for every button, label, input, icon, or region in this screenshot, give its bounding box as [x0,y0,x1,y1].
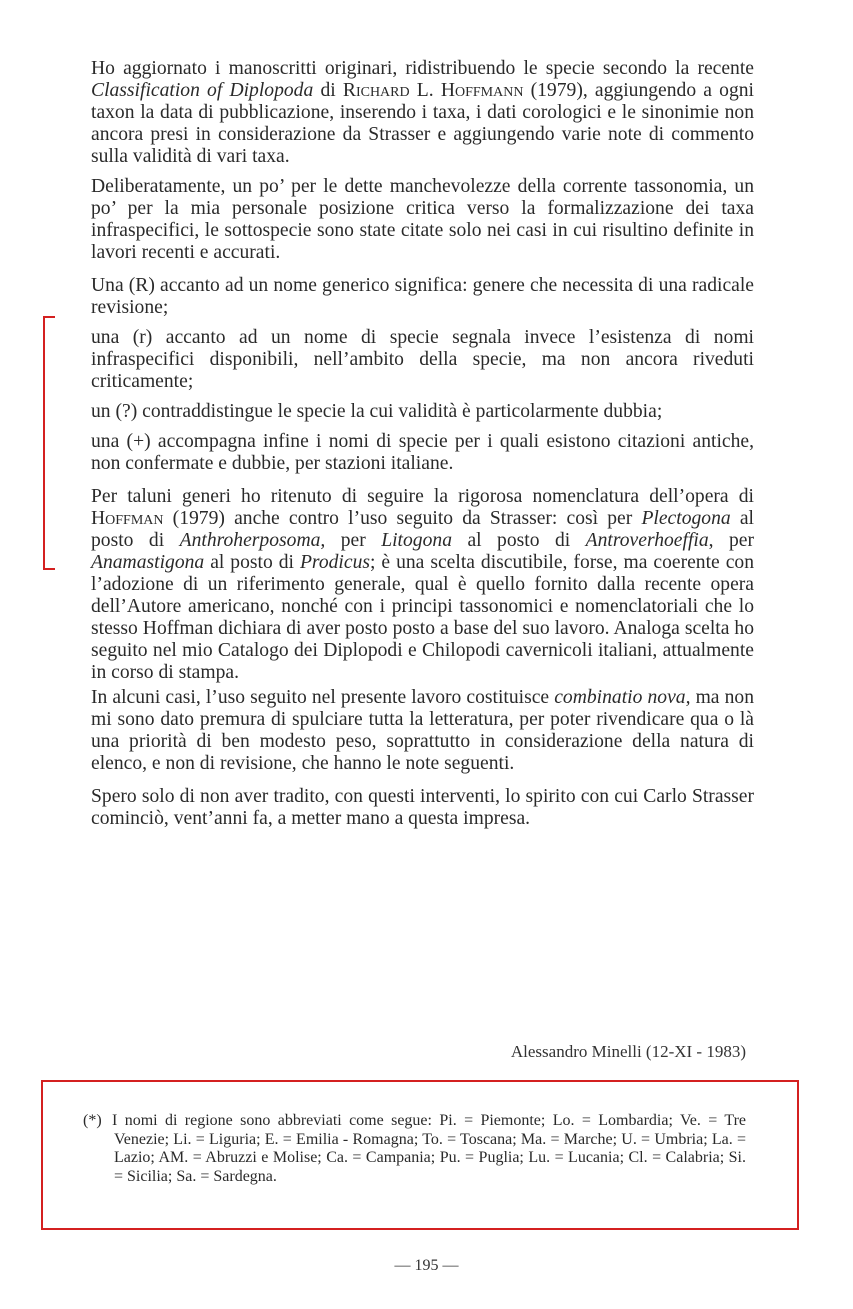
genus-name: Anamastigona [91,552,205,573]
text-run: per [325,530,382,551]
text-run: di [313,80,343,101]
text-run: al posto di [204,552,300,573]
paragraph-8 [91,687,754,775]
genus-name: Prodicus [299,552,370,573]
text-run: (1979), aggiungendo a ogni taxon la data di pubblicazione, inserendo i taxa, i dati corologici e le sinonimie non ancora presi in considerazione da Strasser e aggiungendo varie note di commento sulla validità di vari taxa. [91,80,754,167]
signature: Alessandro Minelli (12-XI - 1983) [510,1042,746,1061]
paragraph-6: una (+) accompagna infine i nomi di specie per i quali esistono citazioni antiche, non confermate e dubbie, per stazioni italiane. [91,431,754,474]
italic-title: Classification of Diplopoda [91,80,314,101]
author-name: Richard L. Hoffmann [342,80,524,101]
paragraph-5: un (?) contraddistingue le specie la cui validità è particolarmente dubbia; [91,401,663,422]
author-name: Hoffman [91,508,164,529]
text-run: (1979) anche contro l’uso seguito da Strasser: così per [163,508,642,529]
genus-name: Plectogona [641,508,731,529]
text-run: Per taluni generi ho ritenuto di seguire la rigorosa nomenclatura dell’opera di [91,486,754,507]
text-run: al posto di [91,508,754,551]
paragraph-3: Una (R) accanto ad un nome generico significa: genere che necessita di una radicale revisione; [91,275,754,318]
paragraph-4: una (r) accanto ad un nome di specie segnala invece l’esistenza di nomi infraspecifici disponibili, nell’ambito della specie, ma non ancora riveduti criticamente; [91,327,754,392]
text-run: al posto di [452,530,586,551]
paragraph-7 [91,486,754,684]
genus-name: Litogona [381,530,452,551]
text-run: ; è una scelta discutibile, forse, ma coerente con l’adozione di un riferimento generale, qual è quello fornito dalla recente opera dell’Autore americano, nonché con i principi tassonomici e nomenclatoriali che lo stesso Hoffman dichiara di aver posto posto a base del suo lavoro. Analoga scelta ho seguito nel mio Catalogo dei Diplopodi e Chilopodi cavernicoli italiani, attualmente in corso di stampa. [91,552,755,683]
footnote [83,1112,746,1186]
paragraph-2: Deliberatamente, un po’ per le dette manchevolezze della corrente tassonomia, un po’ per la mia personale posizione critica verso la formalizzazione dei taxa infraspecifici, le sottospecie sono state citate solo nei casi in cui risultino definite in lavori recenti e accurati. [91,176,754,263]
text-run: In alcuni casi, l’uso seguito nel presente lavoro costituisce [91,687,555,708]
paragraph-9: Spero solo di non aver tradito, con questi interventi, lo spirito con cui Carlo Strasser cominciò, vent’anni fa, a metter mano a questa impresa. [91,786,754,829]
text-run: ma non mi sono dato premura di spulciare tutta la letteratura, per poter rivendicare qua o là una priorità di ben modesto peso, soprattutto in considerazione della natura di elenco, e non di revisione, che hanno le note seguenti. [91,687,754,774]
page-number: — 195 — [394,1257,459,1274]
footnote-marker: (*) [83,1112,102,1129]
main-text [91,58,754,838]
paragraph-1 [91,58,754,168]
red-annotation-bracket [43,316,55,570]
genus-name: Antroverhoeffia [585,530,709,551]
footnote-text: I nomi di regione sono abbreviati come segue: Pi. = Piemonte; Lo. = Lombardia; Ve. = Tre Venezie; Li. = Liguria; E. = Emilia - Romagna; To. = Toscana; Ma. = Marche; U. = Umbria; La. = Lazio; AM. = Abruzzi e Molise; Ca. = Campania; Pu. = Puglia; Lu. = Lucania; Cl. = Calabria; Si. = Sicilia; Sa. = Sardegna. [112,1112,746,1185]
text-run: Ho aggiornato i manoscritti originari, ridistribuendo le specie secondo la recente [91,58,754,79]
text-run: , per [708,530,755,551]
genus-name: Anthroherposoma, [179,530,326,551]
italic-term: combinatio nova, [554,687,691,708]
